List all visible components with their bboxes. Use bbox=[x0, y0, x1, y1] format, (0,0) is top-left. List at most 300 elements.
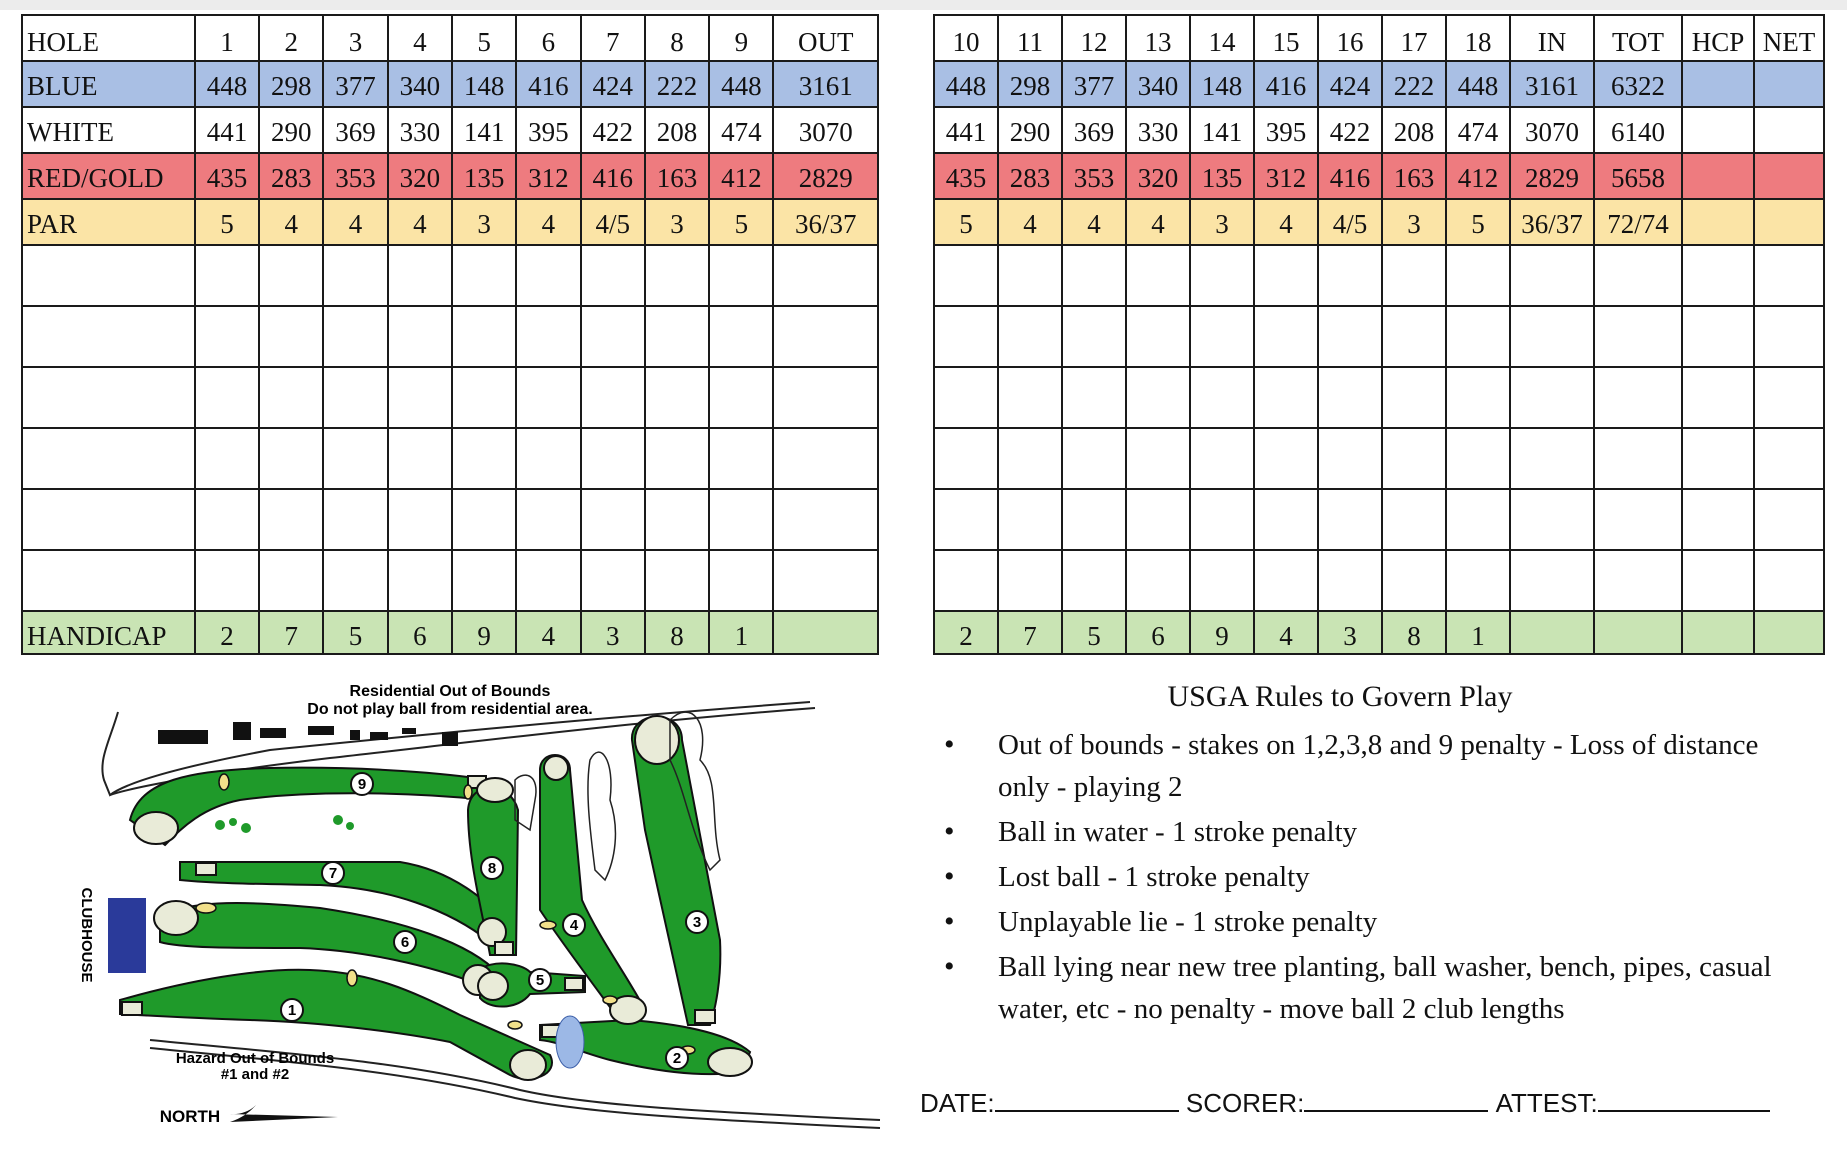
score-entry-cell[interactable] bbox=[1062, 367, 1126, 428]
score-entry-cell[interactable] bbox=[452, 550, 516, 611]
cell-text: 36/37 bbox=[1521, 209, 1583, 239]
score-entry-cell[interactable] bbox=[1510, 306, 1594, 367]
score-cell bbox=[1446, 153, 1510, 199]
score-cell bbox=[773, 611, 878, 654]
white-tee-row bbox=[22, 107, 878, 153]
cell-text: 416 bbox=[528, 71, 569, 101]
score-row bbox=[934, 245, 1824, 306]
course-map bbox=[70, 680, 890, 1140]
cell-text: 3161 bbox=[1525, 71, 1579, 101]
score-entry-cell[interactable] bbox=[1510, 367, 1594, 428]
score-cell bbox=[581, 15, 645, 61]
score-entry-cell[interactable] bbox=[934, 489, 998, 550]
score-entry-cell[interactable] bbox=[1318, 367, 1382, 428]
score-cell bbox=[934, 153, 998, 199]
score-entry-cell[interactable] bbox=[773, 306, 878, 367]
score-cell bbox=[1318, 15, 1382, 61]
score-entry-cell[interactable] bbox=[516, 245, 580, 306]
cell-text: 4 bbox=[1151, 209, 1165, 239]
cell-text: 474 bbox=[721, 117, 762, 147]
hole-marker bbox=[281, 999, 303, 1021]
rule-item: • Out of bounds - stakes on 1,2,3,8 and 9 penalty - Loss of distance only - playing 2 bbox=[930, 724, 1810, 808]
handicap-row bbox=[22, 611, 878, 654]
score-entry-cell[interactable] bbox=[1318, 428, 1382, 489]
score-entry-cell[interactable] bbox=[934, 245, 998, 306]
score-cell bbox=[1062, 153, 1126, 199]
score-entry-cell[interactable] bbox=[1126, 306, 1190, 367]
rule-item: • Ball in water - 1 stroke penalty bbox=[930, 811, 1810, 853]
score-cell bbox=[645, 107, 709, 153]
score-cell bbox=[709, 611, 773, 654]
score-cell bbox=[195, 611, 259, 654]
score-entry-cell[interactable] bbox=[773, 550, 878, 611]
score-entry-cell[interactable] bbox=[998, 489, 1062, 550]
score-entry-cell[interactable] bbox=[259, 306, 323, 367]
cell-text: 208 bbox=[1393, 117, 1435, 147]
score-entry-cell[interactable] bbox=[1190, 367, 1254, 428]
score-entry-cell[interactable] bbox=[934, 550, 998, 611]
cell-text: 141 bbox=[463, 117, 505, 147]
hole-marker bbox=[529, 969, 551, 991]
score-entry-cell[interactable] bbox=[1126, 245, 1190, 306]
score-entry-cell[interactable] bbox=[709, 306, 773, 367]
score-entry-cell[interactable] bbox=[1594, 367, 1682, 428]
score-cell bbox=[998, 15, 1062, 61]
score-cell bbox=[259, 153, 323, 199]
score-cell bbox=[1382, 153, 1446, 199]
score-entry-cell[interactable] bbox=[1318, 550, 1382, 611]
score-entry-cell[interactable] bbox=[1318, 306, 1382, 367]
score-cell bbox=[1062, 107, 1126, 153]
score-cell bbox=[1318, 107, 1382, 153]
score-cell bbox=[1318, 153, 1382, 199]
score-entry-cell[interactable] bbox=[1254, 367, 1318, 428]
score-cell bbox=[1382, 61, 1446, 107]
score-entry-cell[interactable] bbox=[516, 550, 580, 611]
residential-note: Do not play ball from residential area. bbox=[307, 701, 593, 718]
score-cell bbox=[1126, 61, 1190, 107]
score-entry-cell[interactable] bbox=[1318, 245, 1382, 306]
score-cell bbox=[1446, 15, 1510, 61]
cell-text: 5 bbox=[348, 621, 363, 651]
score-entry-cell[interactable] bbox=[323, 489, 387, 550]
score-cell bbox=[998, 153, 1062, 199]
hole-marker bbox=[666, 1047, 688, 1069]
score-cell bbox=[1254, 611, 1318, 654]
hazard-label: Hazard Out of Bounds bbox=[175, 1050, 335, 1067]
cell-text: 9 bbox=[477, 621, 491, 651]
cell-text: 353 bbox=[335, 163, 376, 193]
score-entry-cell[interactable] bbox=[1382, 245, 1446, 306]
cell-text: 2829 bbox=[798, 163, 853, 193]
score-entry-cell[interactable] bbox=[581, 367, 645, 428]
score-entry-cell[interactable] bbox=[1682, 428, 1754, 489]
score-entry-cell[interactable] bbox=[1510, 245, 1594, 306]
score-entry-cell[interactable] bbox=[323, 550, 387, 611]
rules-title: USGA Rules to Govern Play bbox=[1167, 680, 1513, 713]
score-entry-cell[interactable] bbox=[1594, 245, 1682, 306]
score-cell bbox=[934, 199, 998, 245]
score-entry-cell[interactable] bbox=[1594, 306, 1682, 367]
cell-text bbox=[1683, 100, 1753, 106]
score-cell bbox=[773, 199, 878, 245]
score-cell bbox=[22, 153, 195, 199]
score-entry-cell[interactable] bbox=[1754, 550, 1824, 611]
score-cell bbox=[388, 611, 452, 654]
score-cell bbox=[388, 107, 452, 153]
score-entry-cell[interactable] bbox=[1382, 550, 1446, 611]
score-entry-cell[interactable] bbox=[323, 367, 387, 428]
cell-text: 290 bbox=[270, 117, 312, 147]
score-entry-cell[interactable] bbox=[581, 489, 645, 550]
score-cell bbox=[645, 61, 709, 107]
cell-text: 435 bbox=[945, 163, 987, 193]
cell-text bbox=[1683, 238, 1753, 244]
score-entry-cell[interactable] bbox=[1318, 489, 1382, 550]
score-entry-cell[interactable] bbox=[1510, 550, 1594, 611]
score-cell bbox=[1062, 611, 1126, 654]
score-entry-cell[interactable] bbox=[645, 367, 709, 428]
residential-houses bbox=[158, 722, 458, 746]
score-entry-cell[interactable] bbox=[452, 428, 516, 489]
score-entry-cell[interactable] bbox=[645, 306, 709, 367]
score-entry-cell[interactable] bbox=[259, 245, 323, 306]
cell-text: 16 bbox=[1336, 27, 1364, 57]
cell-text: 424 bbox=[1329, 71, 1371, 101]
score-entry-cell[interactable] bbox=[388, 306, 452, 367]
score-entry-cell[interactable] bbox=[1062, 428, 1126, 489]
score-entry-cell[interactable] bbox=[934, 428, 998, 489]
score-entry-cell[interactable] bbox=[259, 428, 323, 489]
cell-text: 163 bbox=[656, 163, 698, 193]
score-entry-cell[interactable] bbox=[516, 428, 580, 489]
score-entry-cell[interactable] bbox=[709, 489, 773, 550]
cell-text: 2 bbox=[220, 621, 234, 651]
score-entry-cell[interactable] bbox=[452, 367, 516, 428]
score-entry-cell[interactable] bbox=[645, 245, 709, 306]
attest-field[interactable] bbox=[1598, 1088, 1770, 1112]
score-cell bbox=[22, 107, 195, 153]
score-entry-cell[interactable] bbox=[1446, 428, 1510, 489]
score-entry-cell[interactable] bbox=[581, 428, 645, 489]
score-entry-cell[interactable] bbox=[22, 489, 195, 550]
score-entry-cell[interactable] bbox=[1446, 489, 1510, 550]
score-entry-cell[interactable] bbox=[1510, 489, 1594, 550]
score-entry-cell[interactable] bbox=[516, 489, 580, 550]
score-entry-cell[interactable] bbox=[1446, 367, 1510, 428]
score-entry-cell[interactable] bbox=[998, 245, 1062, 306]
score-cell bbox=[1446, 107, 1510, 153]
score-entry-cell[interactable] bbox=[1254, 245, 1318, 306]
cell-text: 283 bbox=[270, 163, 312, 193]
score-entry-cell[interactable] bbox=[1126, 489, 1190, 550]
score-entry-cell[interactable] bbox=[1682, 306, 1754, 367]
score-cell bbox=[998, 107, 1062, 153]
score-cell bbox=[1594, 199, 1682, 245]
score-entry-cell[interactable] bbox=[323, 245, 387, 306]
score-cell bbox=[1754, 611, 1824, 654]
score-entry-cell[interactable] bbox=[1510, 428, 1594, 489]
score-entry-cell[interactable] bbox=[645, 550, 709, 611]
score-entry-cell[interactable] bbox=[1126, 550, 1190, 611]
scorer-field[interactable] bbox=[1304, 1088, 1488, 1112]
cell-text: 4 bbox=[348, 209, 363, 239]
score-row bbox=[22, 245, 878, 306]
score-entry-cell[interactable] bbox=[581, 306, 645, 367]
score-entry-cell[interactable] bbox=[1062, 306, 1126, 367]
cell-text: 9 bbox=[1215, 621, 1229, 651]
score-entry-cell[interactable] bbox=[1382, 428, 1446, 489]
score-cell bbox=[1754, 153, 1824, 199]
score-entry-cell[interactable] bbox=[645, 489, 709, 550]
cell-text: 320 bbox=[399, 163, 441, 193]
par-row bbox=[934, 199, 1824, 245]
score-entry-cell[interactable] bbox=[581, 550, 645, 611]
cell-text: 416 bbox=[1265, 71, 1307, 101]
score-entry-cell[interactable] bbox=[195, 489, 259, 550]
score-row bbox=[934, 489, 1824, 550]
score-cell bbox=[323, 611, 387, 654]
score-cell bbox=[1254, 15, 1318, 61]
white-tee-row bbox=[934, 107, 1824, 153]
score-entry-cell[interactable] bbox=[1254, 428, 1318, 489]
cell-text bbox=[1683, 650, 1753, 653]
score-cell bbox=[388, 15, 452, 61]
score-cell bbox=[1594, 107, 1682, 153]
score-cell bbox=[1062, 199, 1126, 245]
score-entry-cell[interactable] bbox=[709, 428, 773, 489]
score-entry-cell[interactable] bbox=[388, 367, 452, 428]
score-cell bbox=[22, 611, 195, 654]
cell-text: 377 bbox=[1073, 71, 1115, 101]
cell-text: 330 bbox=[399, 117, 441, 147]
score-entry-cell[interactable] bbox=[1754, 245, 1824, 306]
score-entry-cell[interactable] bbox=[1682, 489, 1754, 550]
score-entry-cell[interactable] bbox=[259, 550, 323, 611]
score-entry-cell[interactable] bbox=[934, 306, 998, 367]
svg-text:1: 1 bbox=[287, 1002, 297, 1019]
score-entry-cell[interactable] bbox=[1446, 306, 1510, 367]
score-entry-cell[interactable] bbox=[259, 489, 323, 550]
cell-text: 3070 bbox=[1525, 117, 1579, 147]
back-nine-scorecard bbox=[933, 14, 1825, 655]
score-entry-cell[interactable] bbox=[195, 245, 259, 306]
cell-text: 2 bbox=[959, 621, 973, 651]
score-entry-cell[interactable] bbox=[773, 428, 878, 489]
rule-item: • Ball lying near new tree planting, ball washer, bench, pipes, casual water, etc - no penalty - move ball 2 club lengths bbox=[930, 946, 1810, 1030]
score-entry-cell[interactable] bbox=[22, 367, 195, 428]
score-cell bbox=[323, 199, 387, 245]
score-cell bbox=[1754, 107, 1824, 153]
cell-text: 208 bbox=[656, 117, 698, 147]
score-cell bbox=[1062, 61, 1126, 107]
score-entry-cell[interactable] bbox=[259, 367, 323, 428]
cell-text: 377 bbox=[335, 71, 376, 101]
score-entry-cell[interactable] bbox=[998, 550, 1062, 611]
score-entry-cell[interactable] bbox=[1446, 245, 1510, 306]
score-entry-cell[interactable] bbox=[1382, 367, 1446, 428]
score-entry-cell[interactable] bbox=[516, 367, 580, 428]
score-entry-cell[interactable] bbox=[1254, 306, 1318, 367]
cell-text: 6 bbox=[413, 621, 427, 651]
score-entry-cell[interactable] bbox=[195, 367, 259, 428]
cell-text: 441 bbox=[945, 117, 987, 147]
cell-text: RED/GOLD bbox=[27, 163, 164, 193]
score-entry-cell[interactable] bbox=[323, 428, 387, 489]
score-cell bbox=[1062, 15, 1126, 61]
score-entry-cell[interactable] bbox=[1754, 306, 1824, 367]
score-entry-cell[interactable] bbox=[516, 306, 580, 367]
score-entry-cell[interactable] bbox=[1446, 550, 1510, 611]
cell-text: 2829 bbox=[1525, 163, 1579, 193]
cell-text: 298 bbox=[270, 71, 312, 101]
score-entry-cell[interactable] bbox=[1382, 489, 1446, 550]
score-entry-cell[interactable] bbox=[773, 367, 878, 428]
score-entry-cell[interactable] bbox=[773, 245, 878, 306]
score-cell bbox=[1682, 199, 1754, 245]
red-gold-tee-row bbox=[22, 153, 878, 199]
score-cell bbox=[1594, 611, 1682, 654]
cell-text bbox=[1683, 146, 1753, 152]
score-entry-cell[interactable] bbox=[1190, 306, 1254, 367]
score-entry-cell[interactable] bbox=[1126, 428, 1190, 489]
score-entry-cell[interactable] bbox=[1126, 367, 1190, 428]
score-entry-cell[interactable] bbox=[22, 550, 195, 611]
score-entry-cell[interactable] bbox=[1062, 245, 1126, 306]
score-entry-cell[interactable] bbox=[581, 245, 645, 306]
score-cell bbox=[1510, 15, 1594, 61]
cell-text: 3 bbox=[670, 209, 684, 239]
cell-text: 4 bbox=[1087, 209, 1101, 239]
cell-text: 141 bbox=[1201, 117, 1243, 147]
score-entry-cell[interactable] bbox=[195, 550, 259, 611]
score-entry-cell[interactable] bbox=[709, 245, 773, 306]
cell-text: 422 bbox=[1329, 117, 1371, 147]
north-label: NORTH bbox=[159, 1107, 221, 1126]
cell-text: BLUE bbox=[27, 71, 98, 101]
rule-item: • Lost ball - 1 stroke penalty bbox=[930, 856, 1810, 898]
score-entry-cell[interactable] bbox=[323, 306, 387, 367]
score-entry-cell[interactable] bbox=[388, 489, 452, 550]
score-cell bbox=[1510, 61, 1594, 107]
score-cell bbox=[452, 61, 516, 107]
cell-text: 4 bbox=[284, 209, 298, 239]
cell-text: 7 bbox=[284, 621, 298, 651]
score-entry-cell[interactable] bbox=[388, 550, 452, 611]
cell-text: 330 bbox=[1137, 117, 1179, 147]
score-cell bbox=[645, 15, 709, 61]
score-entry-cell[interactable] bbox=[195, 306, 259, 367]
score-entry-cell[interactable] bbox=[1254, 550, 1318, 611]
fairways bbox=[120, 717, 750, 1079]
score-cell bbox=[1510, 611, 1594, 654]
cell-text: 412 bbox=[1457, 163, 1499, 193]
clubhouse-label: CLUBHOUSE bbox=[78, 887, 95, 983]
score-cell bbox=[1446, 611, 1510, 654]
score-cell bbox=[1190, 107, 1254, 153]
top-edge bbox=[0, 0, 1847, 10]
score-entry-cell[interactable] bbox=[1062, 489, 1126, 550]
score-entry-cell[interactable] bbox=[773, 489, 878, 550]
score-entry-cell[interactable] bbox=[1190, 428, 1254, 489]
date-field[interactable] bbox=[995, 1088, 1179, 1112]
cell-text: 1 bbox=[734, 621, 749, 651]
score-entry-cell[interactable] bbox=[709, 367, 773, 428]
score-cell bbox=[323, 61, 387, 107]
score-entry-cell[interactable] bbox=[1594, 428, 1682, 489]
score-cell bbox=[1594, 61, 1682, 107]
score-entry-cell[interactable] bbox=[934, 367, 998, 428]
score-entry-cell[interactable] bbox=[22, 245, 195, 306]
score-entry-cell[interactable] bbox=[1190, 550, 1254, 611]
score-entry-cell[interactable] bbox=[1682, 550, 1754, 611]
score-cell bbox=[259, 611, 323, 654]
score-entry-cell[interactable] bbox=[1754, 489, 1824, 550]
cell-text: 11 bbox=[1017, 27, 1043, 57]
score-cell bbox=[388, 199, 452, 245]
score-entry-cell[interactable] bbox=[1382, 306, 1446, 367]
score-entry-cell[interactable] bbox=[1594, 550, 1682, 611]
score-cell bbox=[1682, 61, 1754, 107]
score-cell bbox=[1190, 61, 1254, 107]
score-entry-cell[interactable] bbox=[1594, 489, 1682, 550]
score-entry-cell[interactable] bbox=[22, 306, 195, 367]
score-entry-cell[interactable] bbox=[388, 428, 452, 489]
score-entry-cell[interactable] bbox=[1682, 245, 1754, 306]
score-entry-cell[interactable] bbox=[998, 367, 1062, 428]
hole-marker bbox=[481, 857, 503, 879]
score-entry-cell[interactable] bbox=[709, 550, 773, 611]
score-cell bbox=[516, 153, 580, 199]
cell-text: 4/5 bbox=[1332, 209, 1368, 239]
score-entry-cell[interactable] bbox=[452, 489, 516, 550]
cell-text: 3 bbox=[605, 621, 620, 651]
cell-text: HOLE bbox=[27, 27, 99, 57]
score-entry-cell[interactable] bbox=[645, 428, 709, 489]
score-cell bbox=[1382, 107, 1446, 153]
score-entry-cell[interactable] bbox=[1754, 367, 1824, 428]
cell-text: 2 bbox=[284, 27, 298, 57]
score-entry-cell[interactable] bbox=[1190, 489, 1254, 550]
score-entry-cell[interactable] bbox=[1682, 367, 1754, 428]
cell-text: 340 bbox=[1137, 71, 1179, 101]
score-cell bbox=[1682, 15, 1754, 61]
score-entry-cell[interactable] bbox=[452, 306, 516, 367]
cell-text: IN bbox=[1537, 27, 1567, 57]
score-entry-cell[interactable] bbox=[195, 428, 259, 489]
cell-text: 448 bbox=[945, 71, 987, 101]
cell-text: 3 bbox=[477, 209, 491, 239]
score-cell bbox=[1446, 199, 1510, 245]
cell-text: WHITE bbox=[27, 117, 114, 147]
score-cell bbox=[1594, 153, 1682, 199]
score-entry-cell[interactable] bbox=[22, 428, 195, 489]
cell-text: 222 bbox=[1393, 71, 1435, 101]
score-cell bbox=[388, 61, 452, 107]
score-entry-cell[interactable] bbox=[1190, 245, 1254, 306]
score-row bbox=[22, 550, 878, 611]
score-entry-cell[interactable] bbox=[1062, 550, 1126, 611]
cell-text: 6 bbox=[1151, 621, 1165, 651]
score-entry-cell[interactable] bbox=[1254, 489, 1318, 550]
score-entry-cell[interactable] bbox=[1754, 428, 1824, 489]
score-entry-cell[interactable] bbox=[998, 428, 1062, 489]
score-entry-cell[interactable] bbox=[452, 245, 516, 306]
cell-text: 340 bbox=[399, 71, 441, 101]
score-cell bbox=[1382, 199, 1446, 245]
score-entry-cell[interactable] bbox=[388, 245, 452, 306]
score-entry-cell[interactable] bbox=[998, 306, 1062, 367]
